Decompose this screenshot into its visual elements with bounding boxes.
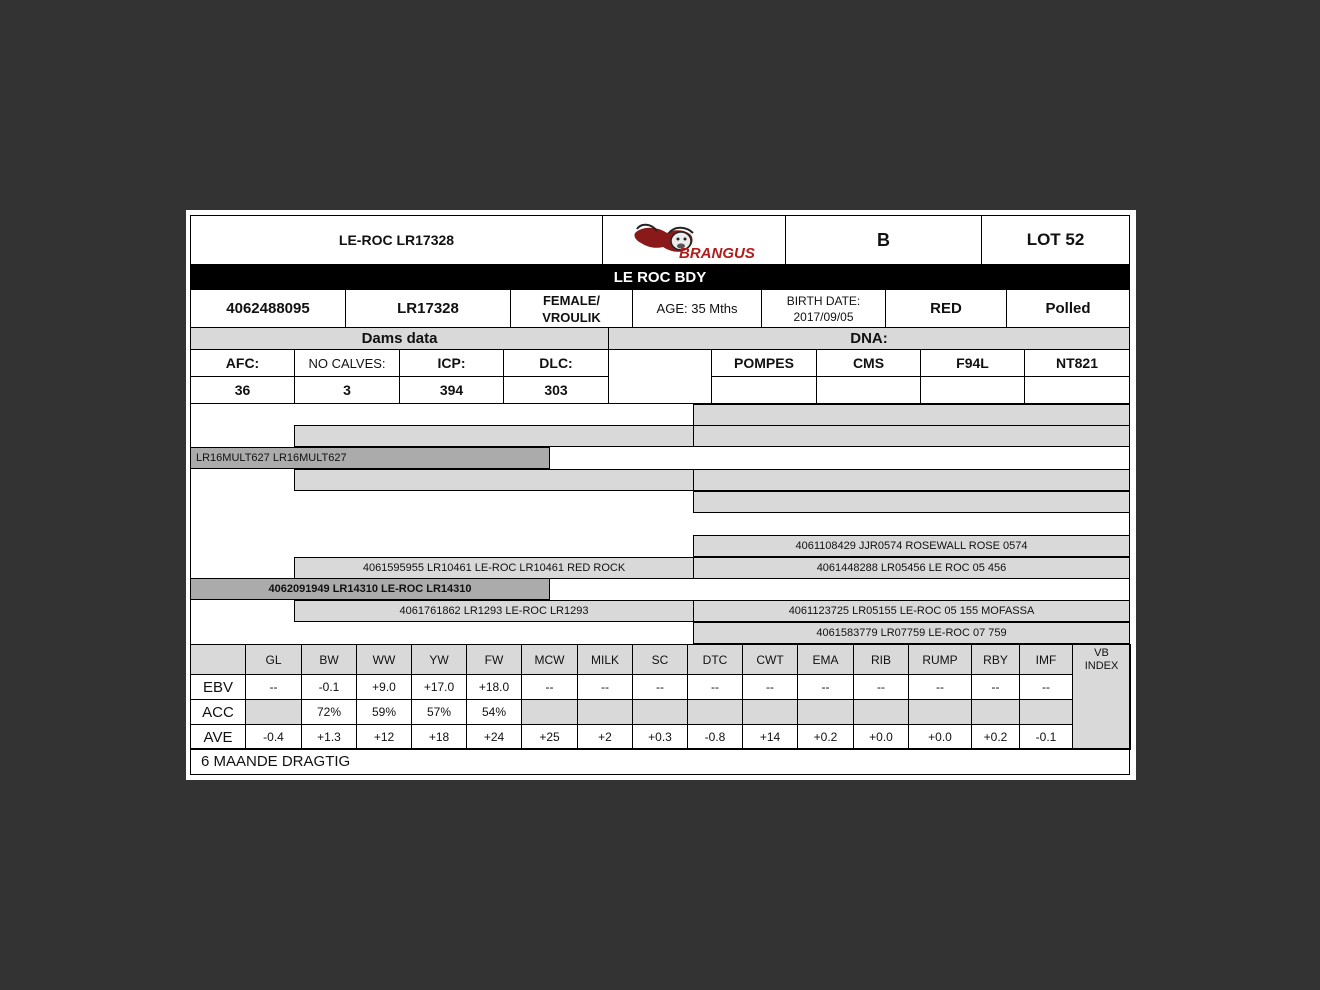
ebv-cell-ebv-dtc: -- [687,674,743,700]
ebv-cell-ebv-imf: -- [1019,674,1073,700]
sex-line-1: FEMALE/ [542,292,601,308]
dams-data-title: Dams data [190,327,609,350]
animal-code: LR17328 [345,289,511,328]
sex-line-2: VROULIK [542,309,601,325]
ebv-cell-ebv-bw: -0.1 [301,674,357,700]
birth-date-label: BIRTH DATE: [786,293,861,308]
ebv-cell-acc-fw: 54% [466,699,522,725]
pedigree-dam: 4062091949 LR14310 LE-ROC LR14310 [190,578,550,600]
pedigree-dds-dam: 4061583779 LR07759 LE-ROC 07 759 [693,622,1130,644]
lot-number: LOT 52 [981,215,1130,265]
herd-banner: LE ROC BDY [190,264,1130,290]
dams-value-afc: 36 [190,376,295,404]
ebv-header-milk: MILK [577,644,633,675]
ebv-header-mcw: MCW [521,644,578,675]
animal-name: LE-ROC LR17328 [190,215,603,265]
ebv-cell-acc-ww: 59% [356,699,412,725]
animal-color: RED [885,289,1007,328]
dams-value-icp: 394 [399,376,504,404]
ebv-cell-ebv-rby: -- [971,674,1020,700]
ebv-header-rib: RIB [853,644,909,675]
ebv-cell-ebv-sc: -- [632,674,688,700]
ebv-cell-ebv-rump: -- [908,674,972,700]
ebv-header-fw: FW [466,644,522,675]
ebv-header-yw: YW [411,644,467,675]
animal-id: 4062488095 [190,289,346,328]
dna-header-nt821: NT821 [1024,349,1130,377]
ebv-cell-ave-imf: -0.1 [1019,724,1073,750]
ebv-cell-ave-yw: +18 [411,724,467,750]
pedigree-dss-dam: 4061448288 LR05456 LE ROC 05 456 [693,557,1130,579]
dams-header-dlc: DLC: [503,349,609,377]
vb-index-line-2: INDEX [1084,660,1119,672]
dams-header-afc: AFC: [190,349,295,377]
dams-value-no-calves: 3 [294,376,400,404]
ebv-cell-ave-fw: +24 [466,724,522,750]
ebv-cell-ave-bw: +1.3 [301,724,357,750]
animal-age: AGE: 35 Mths [632,289,762,328]
ebv-row-label-ebv: EBV [190,674,246,700]
ebv-header-cwt: CWT [742,644,798,675]
ebv-cell-ave-mcw: +25 [521,724,578,750]
dams-value-dlc: 303 [503,376,609,404]
dams-header-no-calves: NO CALVES: [294,349,400,377]
pedigree-sire: LR16MULT627 LR16MULT627 [190,447,550,469]
dna-title: DNA: [608,327,1130,350]
horn-status: Polled [1006,289,1130,328]
ebv-cell-ave-gl: -0.4 [245,724,302,750]
dna-header-cms: CMS [816,349,921,377]
pedigree-dam-dam: 4061761862 LR1293 LE-ROC LR1293 [294,600,694,622]
ebv-cell-ebv-rib: -- [853,674,909,700]
ebv-cell-ave-dtc: -0.8 [687,724,743,750]
pedigree-dss-sire: 4061108429 JJR0574 ROSEWALL ROSE 0574 [693,535,1130,557]
dna-header-f94l: F94L [920,349,1025,377]
pedigree-dam-sire: 4061595955 LR10461 LE-ROC LR10461 RED ROCK [294,557,694,579]
ebv-cell-ave-ema: +0.2 [797,724,854,750]
svg-text:BRANGUS: BRANGUS [679,245,755,261]
ebv-header-ww: WW [356,644,412,675]
ebv-header-gl: GL [245,644,302,675]
footer-note: 6 MAANDE DRAGTIG [190,748,1130,775]
ebv-header-bw: BW [301,644,357,675]
ebv-header-rump: RUMP [908,644,972,675]
ebv-header-sc: SC [632,644,688,675]
dams-header-icp: ICP: [399,349,504,377]
ebv-header-dtc: DTC [687,644,743,675]
ebv-header-rby: RBY [971,644,1020,675]
grade-letter: B [785,215,982,265]
ebv-cell-acc-yw: 57% [411,699,467,725]
ebv-cell-ave-sc: +0.3 [632,724,688,750]
ebv-cell-ave-rby: +0.2 [971,724,1020,750]
dna-header-pompes: POMPES [711,349,817,377]
ebv-cell-ave-rib: +0.0 [853,724,909,750]
ebv-cell-ebv-ema: -- [797,674,854,700]
ebv-cell-ave-cwt: +14 [742,724,798,750]
ebv-row-label-acc: ACC [190,699,246,725]
birth-date-value: 2017/09/05 [793,309,854,324]
card-frame [190,215,1130,775]
ebv-cell-ebv-milk: -- [577,674,633,700]
ebv-header-imf: IMF [1019,644,1073,675]
ebv-row-label-ave: AVE [190,724,246,750]
ebv-cell-ebv-gl: -- [245,674,302,700]
ebv-cell-ebv-mcw: -- [521,674,578,700]
ebv-cell-ebv-yw: +17.0 [411,674,467,700]
ebv-cell-ebv-fw: +18.0 [466,674,522,700]
ebv-cell-ebv-cwt: -- [742,674,798,700]
ebv-cell-ebv-ww: +9.0 [356,674,412,700]
ebv-header-ema: EMA [797,644,854,675]
pedigree-dds-sire: 4061123725 LR05155 LE-ROC 05 155 MOFASSA [693,600,1130,622]
vb-index-line-1: VB [1094,647,1109,659]
ebv-cell-ave-milk: +2 [577,724,633,750]
ebv-cell-ave-ww: +12 [356,724,412,750]
ebv-cell-acc-bw: 72% [301,699,357,725]
ebv-cell-ave-rump: +0.0 [908,724,972,750]
